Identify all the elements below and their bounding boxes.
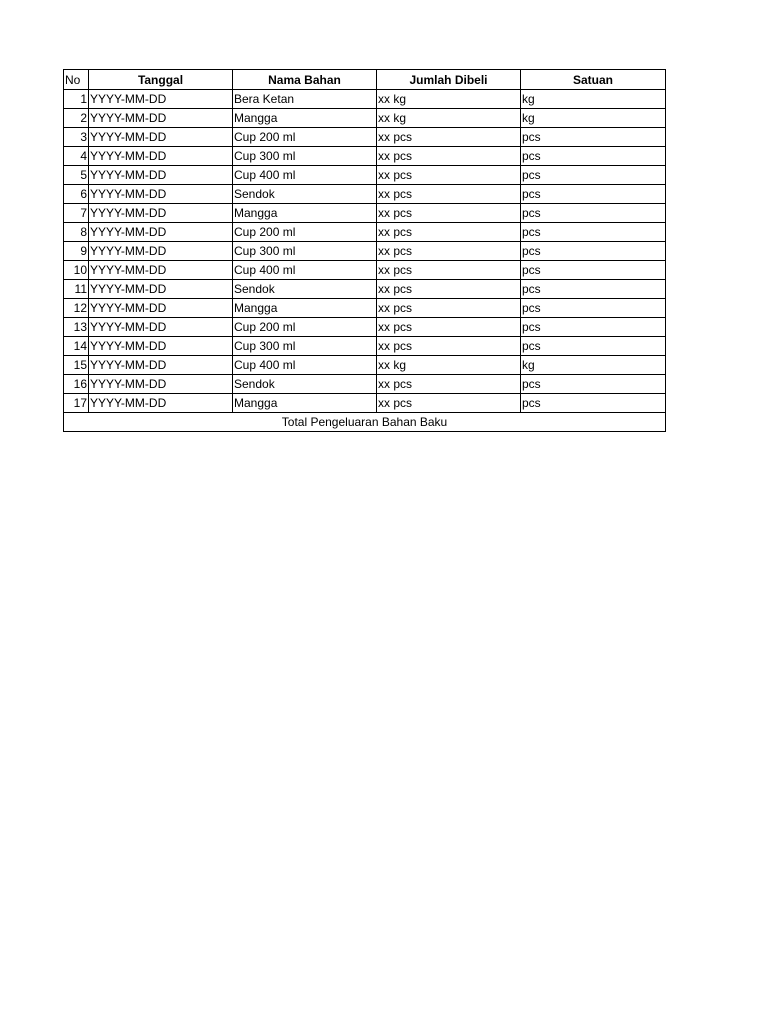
cell-jumlah-dibeli: xx pcs xyxy=(377,166,521,185)
table-row xyxy=(64,166,666,185)
cell-jumlah-dibeli: xx kg xyxy=(377,109,521,128)
table-row xyxy=(64,147,666,166)
table-row xyxy=(64,261,666,280)
cell-tanggal: YYYY-MM-DD xyxy=(89,318,233,337)
cell-jumlah-dibeli: xx pcs xyxy=(377,185,521,204)
cell-tanggal: YYYY-MM-DD xyxy=(89,90,233,109)
cell-no: 1 xyxy=(64,90,89,109)
raw-material-purchase-table xyxy=(63,69,666,432)
spreadsheet-page xyxy=(63,69,665,432)
cell-no: 17 xyxy=(64,394,89,413)
cell-satuan: pcs xyxy=(521,299,666,318)
cell-jumlah-dibeli: xx pcs xyxy=(377,204,521,223)
cell-no: 3 xyxy=(64,128,89,147)
cell-tanggal: YYYY-MM-DD xyxy=(89,280,233,299)
cell-satuan: pcs xyxy=(521,261,666,280)
cell-nama-bahan: Cup 400 ml xyxy=(233,166,377,185)
cell-nama-bahan: Cup 300 ml xyxy=(233,147,377,166)
cell-tanggal: YYYY-MM-DD xyxy=(89,299,233,318)
cell-satuan: pcs xyxy=(521,223,666,242)
table-row xyxy=(64,128,666,147)
cell-no: 16 xyxy=(64,375,89,394)
header-no: No xyxy=(64,70,89,90)
cell-jumlah-dibeli: xx pcs xyxy=(377,280,521,299)
cell-jumlah-dibeli: xx pcs xyxy=(377,394,521,413)
cell-nama-bahan: Mangga xyxy=(233,109,377,128)
cell-jumlah-dibeli: xx kg xyxy=(377,90,521,109)
cell-jumlah-dibeli: xx kg xyxy=(377,356,521,375)
cell-satuan: pcs xyxy=(521,147,666,166)
table-footer xyxy=(64,413,666,432)
cell-tanggal: YYYY-MM-DD xyxy=(89,261,233,280)
cell-tanggal: YYYY-MM-DD xyxy=(89,185,233,204)
table-row xyxy=(64,242,666,261)
cell-satuan: pcs xyxy=(521,185,666,204)
cell-tanggal: YYYY-MM-DD xyxy=(89,242,233,261)
cell-nama-bahan: Cup 200 ml xyxy=(233,318,377,337)
cell-tanggal: YYYY-MM-DD xyxy=(89,375,233,394)
total-row xyxy=(64,413,666,432)
cell-satuan: pcs xyxy=(521,242,666,261)
cell-satuan: pcs xyxy=(521,375,666,394)
cell-jumlah-dibeli: xx pcs xyxy=(377,147,521,166)
cell-nama-bahan: Sendok xyxy=(233,280,377,299)
cell-satuan: pcs xyxy=(521,166,666,185)
cell-jumlah-dibeli: xx pcs xyxy=(377,299,521,318)
cell-satuan: pcs xyxy=(521,128,666,147)
cell-nama-bahan: Cup 300 ml xyxy=(233,242,377,261)
cell-no: 11 xyxy=(64,280,89,299)
cell-no: 15 xyxy=(64,356,89,375)
table-row xyxy=(64,299,666,318)
table-row xyxy=(64,90,666,109)
table-row xyxy=(64,394,666,413)
cell-satuan: pcs xyxy=(521,394,666,413)
cell-no: 14 xyxy=(64,337,89,356)
cell-jumlah-dibeli: xx pcs xyxy=(377,128,521,147)
cell-tanggal: YYYY-MM-DD xyxy=(89,166,233,185)
cell-nama-bahan: Cup 400 ml xyxy=(233,356,377,375)
cell-no: 5 xyxy=(64,166,89,185)
cell-satuan: pcs xyxy=(521,318,666,337)
cell-nama-bahan: Mangga xyxy=(233,299,377,318)
table-row xyxy=(64,375,666,394)
cell-satuan: pcs xyxy=(521,337,666,356)
cell-satuan: kg xyxy=(521,109,666,128)
cell-tanggal: YYYY-MM-DD xyxy=(89,204,233,223)
table-row xyxy=(64,318,666,337)
cell-tanggal: YYYY-MM-DD xyxy=(89,394,233,413)
cell-jumlah-dibeli: xx pcs xyxy=(377,375,521,394)
cell-nama-bahan: Cup 200 ml xyxy=(233,128,377,147)
table-row xyxy=(64,356,666,375)
cell-nama-bahan: Mangga xyxy=(233,394,377,413)
cell-tanggal: YYYY-MM-DD xyxy=(89,223,233,242)
cell-no: 7 xyxy=(64,204,89,223)
cell-jumlah-dibeli: xx pcs xyxy=(377,318,521,337)
cell-jumlah-dibeli: xx pcs xyxy=(377,261,521,280)
cell-nama-bahan: Cup 300 ml xyxy=(233,337,377,356)
cell-jumlah-dibeli: xx pcs xyxy=(377,223,521,242)
header-jumlah-dibeli: Jumlah Dibeli xyxy=(377,70,521,90)
header-tanggal: Tanggal xyxy=(89,70,233,90)
cell-satuan: kg xyxy=(521,90,666,109)
table-row xyxy=(64,280,666,299)
cell-nama-bahan: Sendok xyxy=(233,375,377,394)
cell-no: 8 xyxy=(64,223,89,242)
cell-no: 2 xyxy=(64,109,89,128)
header-row xyxy=(64,70,666,90)
table-row xyxy=(64,185,666,204)
table-header xyxy=(64,70,666,90)
table-body xyxy=(64,90,666,413)
cell-nama-bahan: Cup 200 ml xyxy=(233,223,377,242)
header-satuan: Satuan xyxy=(521,70,666,90)
cell-jumlah-dibeli: xx pcs xyxy=(377,337,521,356)
cell-nama-bahan: Bera Ketan xyxy=(233,90,377,109)
cell-tanggal: YYYY-MM-DD xyxy=(89,337,233,356)
header-nama-bahan: Nama Bahan xyxy=(233,70,377,90)
cell-nama-bahan: Cup 400 ml xyxy=(233,261,377,280)
cell-no: 9 xyxy=(64,242,89,261)
cell-nama-bahan: Sendok xyxy=(233,185,377,204)
cell-tanggal: YYYY-MM-DD xyxy=(89,356,233,375)
table-row xyxy=(64,109,666,128)
table-row xyxy=(64,204,666,223)
cell-satuan: pcs xyxy=(521,204,666,223)
cell-no: 13 xyxy=(64,318,89,337)
cell-tanggal: YYYY-MM-DD xyxy=(89,128,233,147)
cell-no: 6 xyxy=(64,185,89,204)
table-row xyxy=(64,337,666,356)
table-row xyxy=(64,223,666,242)
cell-tanggal: YYYY-MM-DD xyxy=(89,109,233,128)
total-label: Total Pengeluaran Bahan Baku xyxy=(64,413,666,432)
cell-satuan: pcs xyxy=(521,280,666,299)
cell-no: 12 xyxy=(64,299,89,318)
cell-jumlah-dibeli: xx pcs xyxy=(377,242,521,261)
cell-no: 4 xyxy=(64,147,89,166)
cell-nama-bahan: Mangga xyxy=(233,204,377,223)
cell-satuan: kg xyxy=(521,356,666,375)
cell-tanggal: YYYY-MM-DD xyxy=(89,147,233,166)
cell-no: 10 xyxy=(64,261,89,280)
